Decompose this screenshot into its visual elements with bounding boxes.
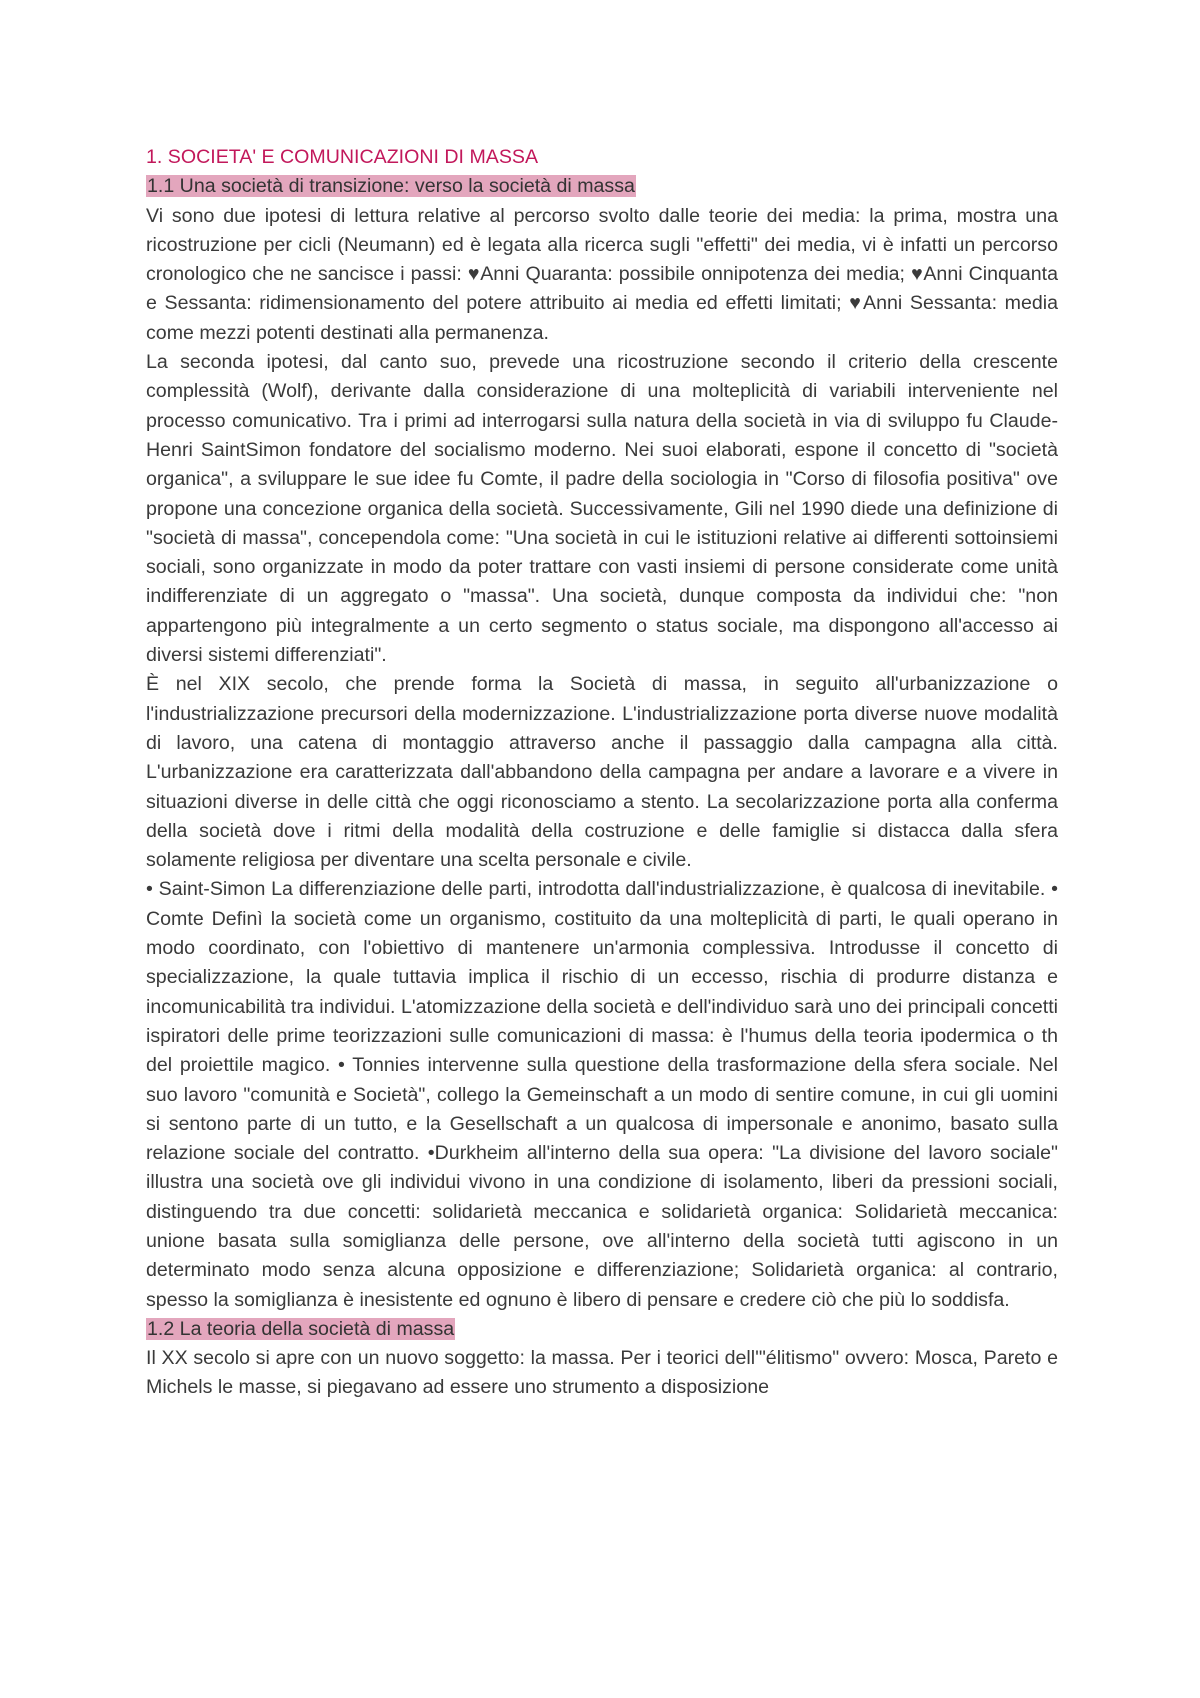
paragraph-xix-secolo: È nel XIX secolo, che prende forma la Società di massa, in seguito all'urbanizzazione o l'industrializzazione precursori della modernizzazione. L'industrializzazione porta diverse nuove modalità di lavoro, una catena di montaggio attraverso anche il passaggio dalla campagna alla città. L'urbanizzazione era caratterizzata dall'abbandono della campagna per andare a lavorare e a vivere in situazioni diverse in delle città che oggi riconosciamo a stento. La secolarizzazione porta alla conferma della società dove i ritmi della modalità della costruzione e delle famiglie si distacca dalla sfera solamente religiosa per diventare una scelta personale e civile. — [146, 673, 1058, 872]
paragraph-ipotesi-lettura: Vi sono due ipotesi di lettura relative al percorso svolto dalle teorie dei media: la prima, mostra una ricostruzione per cicli (Neumann) ed è legata alla ricerca sugli "effetti" dei media, vi è infatti un percorso cronologico che ne sancisce i passi: ♥Anni Quaranta: possibile onnipotenza dei media; ♥Anni Cinquanta e Sessanta: ridimensionamento del potere attribuito ai media ed effetti limitati; ♥Anni Sessanta: media come mezzi potenti destinati alla permanenza. — [146, 204, 1058, 344]
document-content — [146, 143, 1058, 1403]
section-heading-1-2 — [146, 1315, 1058, 1344]
document-title: 1. SOCIETA' E COMUNICAZIONI DI MASSA — [146, 146, 539, 168]
paragraph-seconda-ipotesi: La seconda ipotesi, dal canto suo, prevede una ricostruzione secondo il criterio della crescente complessità (Wolf), derivante dalla considerazione di una molteplicità di variabili interveniente nel processo comunicativo. Tra i primi ad interrogarsi sulla natura della società in via di sviluppo fu Claude-Henri SaintSimon fondatore del socialismo moderno. Nei suoi elaborati, espone il concetto di "società organica", a sviluppare le sue idee fu Comte, il padre della sociologia in "Corso di filosofia positiva" ove propone una concezione organica della società. Successivamente, Gili nel 1990 diede una definizione di "società di massa", concependola come: "Una società in cui le istituzioni relative ai differenti sottoinsiemi sociali, sono organizzate in modo da poter trattare con vasti insiemi di persone considerate come unità indifferenziate di un aggregato o "massa". Una società, dunque composta da individui che: "non appartengono più integralmente a un certo segmento o status sociale, ma dispongono all'accesso ai diversi sistemi differenziati". — [146, 351, 1058, 667]
paragraph-xx-secolo: Il XX secolo si apre con un nuovo soggetto: la massa. Per i teorici dell'"élitismo" ovvero: Mosca, Pareto e Michels le masse, si piegavano ad essere uno strumento a disposizione — [146, 1347, 1058, 1399]
section-heading-1-1-text: 1.1 Una società di transizione: verso la società di massa — [147, 175, 635, 198]
section-heading-1-1 — [146, 172, 1058, 201]
section-heading-1-2-text: 1.2 La teoria della società di massa — [147, 1317, 455, 1340]
paragraph-autori-societa: • Saint-Simon La differenziazione delle parti, introdotta dall'industrializzazione, è qualcosa di inevitabile. • Comte Definì la società come un organismo, costituito da una molteplicità di parti, le quali operano in modo coordinato, con l'obiettivo di mantenere un'armonia complessiva. Introdusse il concetto di specializzazione, la quale tuttavia implica il rischio di un eccesso, rischia di produrre distanza e incomunicabilità tra individui. L'atomizzazione della società e dell'individuo sarà uno dei principali concetti ispiratori delle prime teorizzazioni sulle comunicazioni di massa: è l'humus della teoria ipodermica o th del proiettile magico. • Tonnies intervenne sulla questione della trasformazione della sfera sociale. Nel suo lavoro "comunità e Società", collego la Gemeinschaft a un modo di sentire comune, in cui gli uomini si sentono parte di un tutto, e la Gesellschaft a un qualcosa di impersonale e anonimo, basato sulla relazione sociale del contratto. •Durkheim all'interno della sua opera: "La divisione del lavoro sociale" illustra una società ove gli individui vivono in una condizione di isolamento, liberi da pressioni sociali, distinguendo tra due concetti: solidarietà meccanica e solidarietà organica: Solidarietà meccanica: unione basata sulla somiglianza delle persone, ove all'interno della società tutti agiscono in un determinato modo senza alcuna opposizione e differenziazione; Solidarietà organica: al contrario, spesso la somiglianza è inesistente ed ognuno è libero di pensare e credere ciò che più lo soddisfa. — [146, 878, 1058, 1311]
